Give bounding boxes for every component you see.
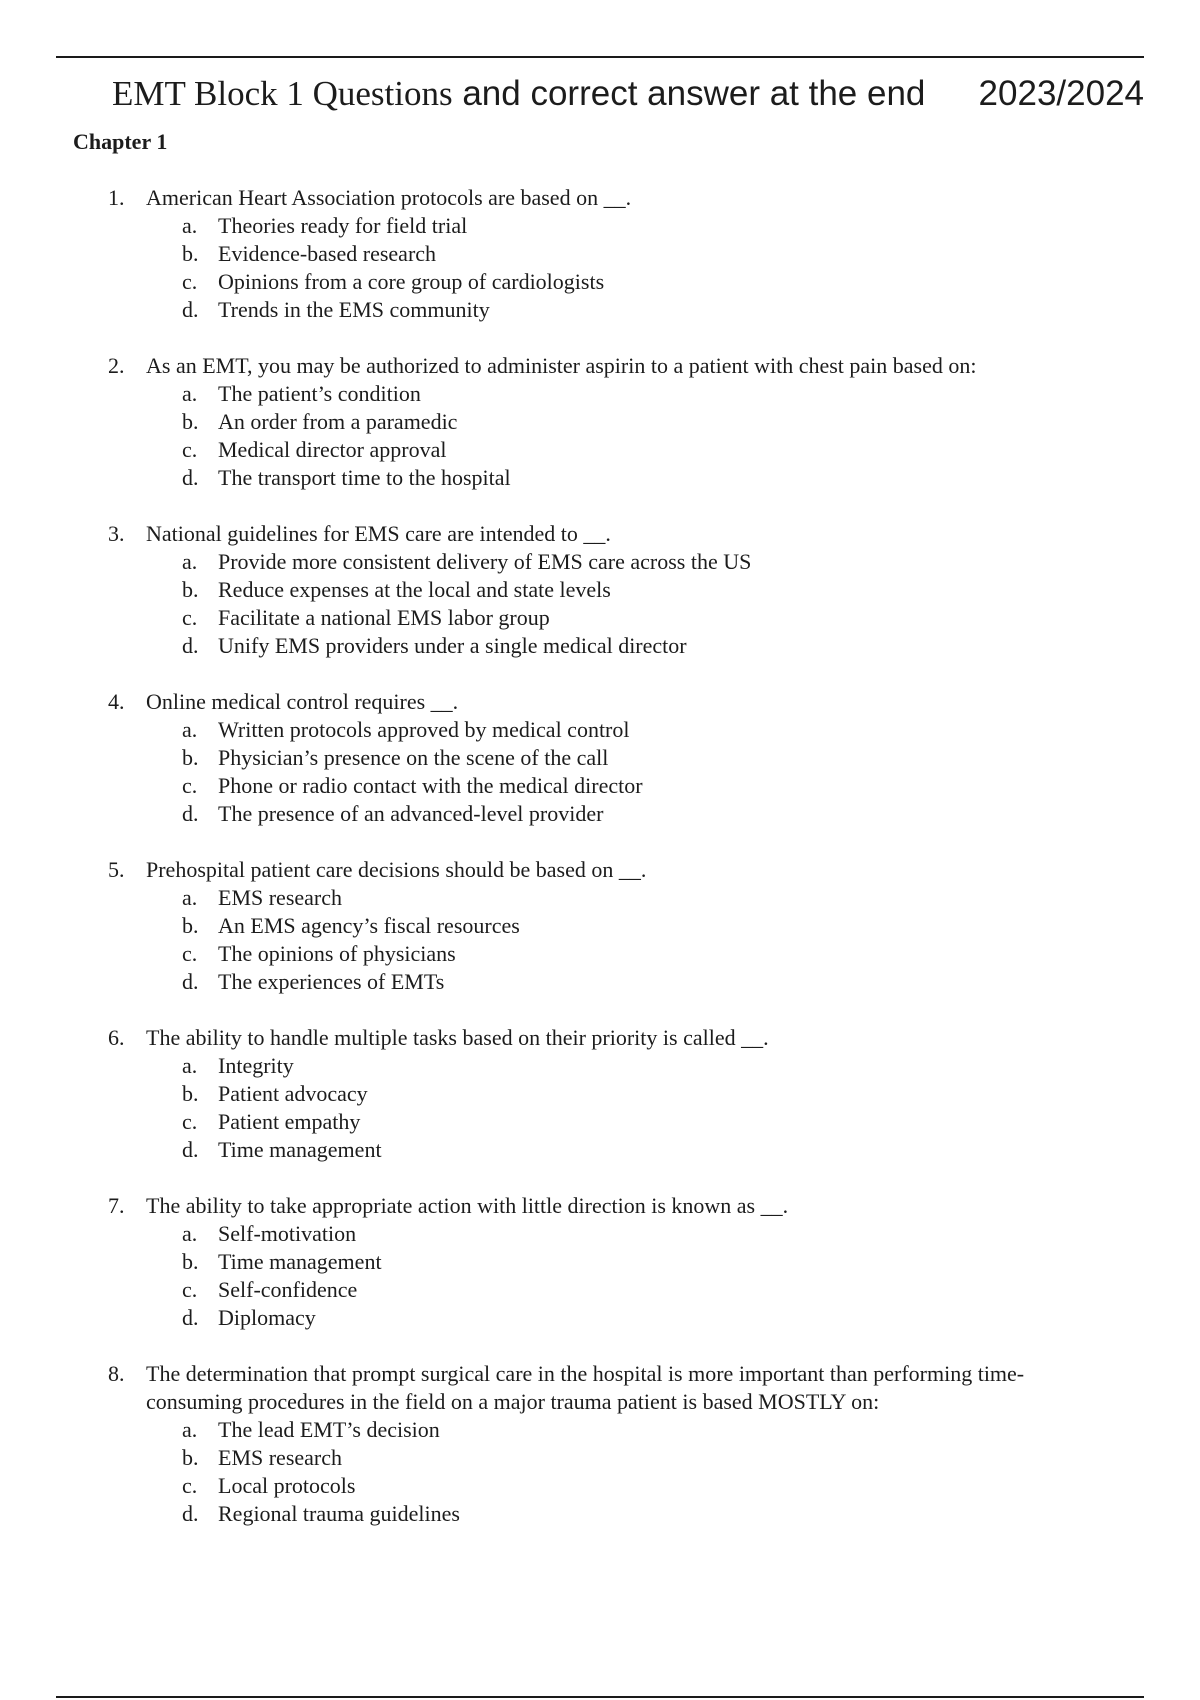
- option-letter: b.: [182, 409, 199, 434]
- answer-option: [0, 1080, 1200, 1108]
- answer-option: [0, 1472, 1200, 1500]
- option-letter: b.: [182, 1445, 199, 1470]
- answer-option: [0, 772, 1200, 800]
- option-letter: a.: [182, 213, 198, 238]
- question-text: National guidelines for EMS care are intended to __.: [146, 521, 611, 546]
- option-letter: d.: [182, 969, 199, 994]
- answer-option: [0, 240, 1200, 268]
- answer-option: [0, 968, 1200, 996]
- option-text: Integrity: [218, 1053, 294, 1078]
- question-text: Prehospital patient care decisions should be based on __.: [146, 857, 647, 882]
- option-letter: a.: [182, 1221, 198, 1246]
- answer-option: [0, 1416, 1200, 1444]
- option-letter: a.: [182, 1417, 198, 1442]
- option-text: The lead EMT’s decision: [218, 1417, 440, 1442]
- question-stem: [0, 352, 1116, 380]
- title-subtitle: and correct answer at the end: [452, 74, 926, 113]
- option-text: Physician’s presence on the scene of the call: [218, 745, 609, 770]
- option-letter: a.: [182, 549, 198, 574]
- option-letter: d.: [182, 1137, 199, 1162]
- question-text: The ability to handle multiple tasks based on their priority is called __.: [146, 1025, 769, 1050]
- option-text: The presence of an advanced-level provider: [218, 801, 604, 826]
- option-text: Diplomacy: [218, 1305, 316, 1330]
- option-text: Reduce expenses at the local and state levels: [218, 577, 611, 602]
- question-number: 3.: [108, 521, 125, 546]
- chapter-heading: Chapter 1: [73, 129, 168, 154]
- question-item: [0, 688, 1200, 828]
- option-letter: d.: [182, 633, 199, 658]
- answer-option: [0, 1444, 1200, 1472]
- question-text: The ability to take appropriate action with little direction is known as __.: [146, 1193, 789, 1218]
- option-text: Self-motivation: [218, 1221, 357, 1246]
- option-text: Written protocols approved by medical control: [218, 717, 630, 742]
- answer-option: [0, 1276, 1200, 1304]
- question-stem: [0, 1192, 1116, 1220]
- option-letter: c.: [182, 269, 198, 294]
- option-text: An order from a paramedic: [218, 409, 458, 434]
- option-text: Evidence-based research: [218, 241, 437, 266]
- option-text: Trends in the EMS community: [218, 297, 490, 322]
- answer-option: [0, 1304, 1200, 1332]
- question-item: [0, 856, 1200, 996]
- answer-option: [0, 800, 1200, 828]
- answer-option: [0, 1248, 1200, 1276]
- question-item: [0, 1192, 1200, 1332]
- option-text: EMS research: [218, 885, 343, 910]
- question-stem: [0, 688, 1116, 716]
- option-letter: c.: [182, 1109, 198, 1134]
- answer-option: [0, 380, 1200, 408]
- question-number: 7.: [108, 1193, 125, 1218]
- question-text: The determination that prompt surgical care in the hospital is more important than performing time-consuming procedures in the field on a major trauma patient is based MOSTLY on:: [146, 1361, 1025, 1414]
- question-number: 4.: [108, 689, 125, 714]
- option-text: Medical director approval: [218, 437, 447, 462]
- title-year: 2023/2024: [978, 74, 1144, 113]
- answer-option: [0, 296, 1200, 324]
- option-text: EMS research: [218, 1445, 343, 1470]
- option-letter: d.: [182, 1305, 199, 1330]
- answer-option: [0, 604, 1200, 632]
- answer-option: [0, 268, 1200, 296]
- answer-option: [0, 1500, 1200, 1528]
- option-letter: c.: [182, 1473, 198, 1498]
- option-text: Facilitate a national EMS labor group: [218, 605, 550, 630]
- answer-option: [0, 1108, 1200, 1136]
- question-number: 8.: [108, 1361, 125, 1386]
- option-text: Patient empathy: [218, 1109, 361, 1134]
- top-rule: [56, 56, 1144, 58]
- option-letter: d.: [182, 1501, 199, 1526]
- option-letter: b.: [182, 745, 199, 770]
- question-number: 5.: [108, 857, 125, 882]
- option-text: Patient advocacy: [218, 1081, 368, 1106]
- question-stem: [0, 184, 1116, 212]
- option-letter: b.: [182, 1249, 199, 1274]
- answer-option: [0, 632, 1200, 660]
- bottom-rule: [56, 1696, 1144, 1698]
- question-text: Online medical control requires __.: [146, 689, 459, 714]
- option-letter: c.: [182, 437, 198, 462]
- answer-option: [0, 464, 1200, 492]
- question-list: [0, 184, 1200, 1556]
- answer-option: [0, 576, 1200, 604]
- answer-option: [0, 436, 1200, 464]
- option-letter: b.: [182, 1081, 199, 1106]
- option-text: The experiences of EMTs: [218, 969, 445, 994]
- question-stem: [0, 856, 1116, 884]
- option-text: Provide more consistent delivery of EMS care across the US: [218, 549, 752, 574]
- question-item: [0, 184, 1200, 324]
- option-text: Phone or radio contact with the medical director: [218, 773, 643, 798]
- question-text: As an EMT, you may be authorized to administer aspirin to a patient with chest pain based on:: [146, 353, 977, 378]
- answer-option: [0, 716, 1200, 744]
- option-text: Opinions from a core group of cardiologists: [218, 269, 605, 294]
- question-text: American Heart Association protocols are based on __.: [146, 185, 632, 210]
- option-text: The opinions of physicians: [218, 941, 456, 966]
- question-number: 6.: [108, 1025, 125, 1050]
- option-letter: a.: [182, 717, 198, 742]
- option-letter: a.: [182, 885, 198, 910]
- option-letter: a.: [182, 1053, 198, 1078]
- option-letter: c.: [182, 1277, 198, 1302]
- option-text: Unify EMS providers under a single medical director: [218, 633, 687, 658]
- answer-option: [0, 212, 1200, 240]
- answer-option: [0, 884, 1200, 912]
- answer-option: [0, 1220, 1200, 1248]
- option-text: Time management: [218, 1137, 382, 1162]
- option-letter: d.: [182, 465, 199, 490]
- answer-option: [0, 408, 1200, 436]
- option-letter: b.: [182, 577, 199, 602]
- option-letter: c.: [182, 941, 198, 966]
- question-stem: [0, 1024, 1116, 1052]
- answer-option: [0, 548, 1200, 576]
- question-number: 2.: [108, 353, 125, 378]
- option-text: Self-confidence: [218, 1277, 358, 1302]
- question-item: [0, 1024, 1200, 1164]
- option-letter: c.: [182, 605, 198, 630]
- option-text: Regional trauma guidelines: [218, 1501, 460, 1526]
- question-item: [0, 1360, 1200, 1528]
- option-letter: b.: [182, 241, 199, 266]
- option-text: Theories ready for field trial: [218, 213, 468, 238]
- option-text: Time management: [218, 1249, 382, 1274]
- answer-option: [0, 744, 1200, 772]
- question-item: [0, 352, 1200, 492]
- option-text: The transport time to the hospital: [218, 465, 511, 490]
- option-letter: a.: [182, 381, 198, 406]
- title-main: EMT Block 1 Questions: [112, 74, 453, 113]
- answer-option: [0, 940, 1200, 968]
- option-letter: d.: [182, 297, 199, 322]
- option-letter: b.: [182, 913, 199, 938]
- answer-option: [0, 1052, 1200, 1080]
- answer-option: [0, 1136, 1200, 1164]
- option-text: An EMS agency’s fiscal resources: [218, 913, 520, 938]
- question-stem: [0, 520, 1116, 548]
- question-item: [0, 520, 1200, 660]
- question-stem: [0, 1360, 1116, 1416]
- option-text: The patient’s condition: [218, 381, 421, 406]
- option-letter: c.: [182, 773, 198, 798]
- option-text: Local protocols: [218, 1473, 356, 1498]
- question-number: 1.: [108, 185, 125, 210]
- document-title: [112, 72, 1144, 116]
- option-letter: d.: [182, 801, 199, 826]
- answer-option: [0, 912, 1200, 940]
